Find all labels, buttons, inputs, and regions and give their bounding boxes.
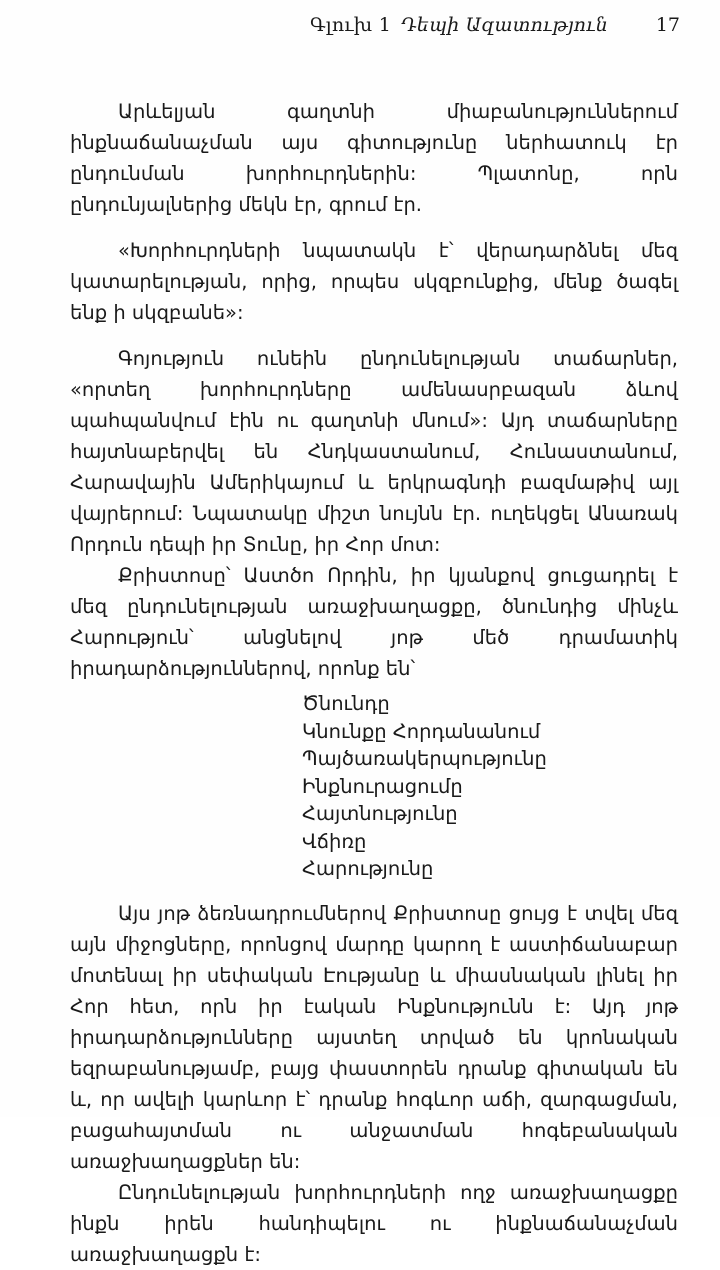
paragraph: Այս յոթ ձեռնադրումներով Քրիստոսը ցույց է տվել մեզ այն միջոցները, որոնցով մարդը կարող է աստիճանաբար մոտենալ իր սեփական Էությանը և միասնական լինել իր Հոր հետ, որն իր էական Ինքնությունն է: Այդ յոթ իրադարձությունները այստեղ տրված են կրոնական եզրաբանությամբ, բայց փաստորեն դրանք գիտական են և, որ ավելի կարևոր է՝ դրանք հոգևոր աճի, զարգացման, բացահայտման ու անջատման հոգեբանական առաջխաղացքներ են: bbox=[70, 901, 678, 1173]
list-item: Հարությունը bbox=[302, 857, 434, 880]
chapter-heading bbox=[310, 14, 608, 36]
paragraph: Գոյություն ունեին ընդունելության տաճարներ, «որտեղ խորհուրդները ամենասրբազան ձևով պահպանվում էին ու գաղտնի մնում»: Այդ տաճարները հայտնաբերվել են Հնդկաստանում, Հունաստանում, Հարավային Ամերիկայում և երկրագնդի բազմաթիվ այլ վայրերում: Նպատակը միշտ նույնն էր. ուղեկցել Անառակ Որդուն դեպի իր Տունը, իր Հոր մոտ: bbox=[70, 347, 678, 556]
list-item: Կնունքը Հորդանանում bbox=[302, 719, 541, 743]
paragraph: Քրիստոսը՝ Աստծո Որդին, իր կյանքով ցուցադրել է մեզ ընդունելության առաջխաղացքը, ծնունդից մինչև Հարություն՝ անցնելով յոթ մեծ դրամատիկ իրադարձություններով, որոնք են՝ bbox=[70, 564, 678, 680]
page-number: 17 bbox=[655, 14, 680, 36]
chapter-title: Դեպի Ազատություն bbox=[401, 14, 608, 36]
page-body bbox=[70, 96, 678, 1270]
list-item: Ինքնուրացումը bbox=[302, 774, 463, 798]
paragraph: Ընդունելության խորհուրդների ողջ առաջխաղացքը ինքն իրեն հանդիպելու ու ինքնաճանաչման առաջխաղացքն է: bbox=[70, 1180, 678, 1266]
list-item: Պայծառակերպությունը bbox=[302, 747, 547, 770]
quote-paragraph: «Խորհուրդների նպատակն է՝ վերադարձնել մեզ կատարելության, որից, որպես սկզբունքից, մենք ծագել ենք ի սկզբանե»: bbox=[70, 239, 678, 324]
list-item: Վճիռը bbox=[302, 829, 367, 853]
paragraph: Արևելյան գաղտնի միաբանություններում ինքնաճանաչման այս գիտությունը ներհատուկ էր ընդունման խորհուրդներին: Պլատոնը, որն ընդունյալներից մեկն էր, գրում էր. bbox=[70, 100, 678, 216]
events-list bbox=[70, 690, 678, 883]
list-item: Հայտնությունը bbox=[302, 802, 458, 825]
list-item: Ծնունդը bbox=[302, 692, 390, 715]
running-header bbox=[0, 14, 720, 48]
chapter-label: Գլուխ 1 bbox=[310, 14, 391, 36]
